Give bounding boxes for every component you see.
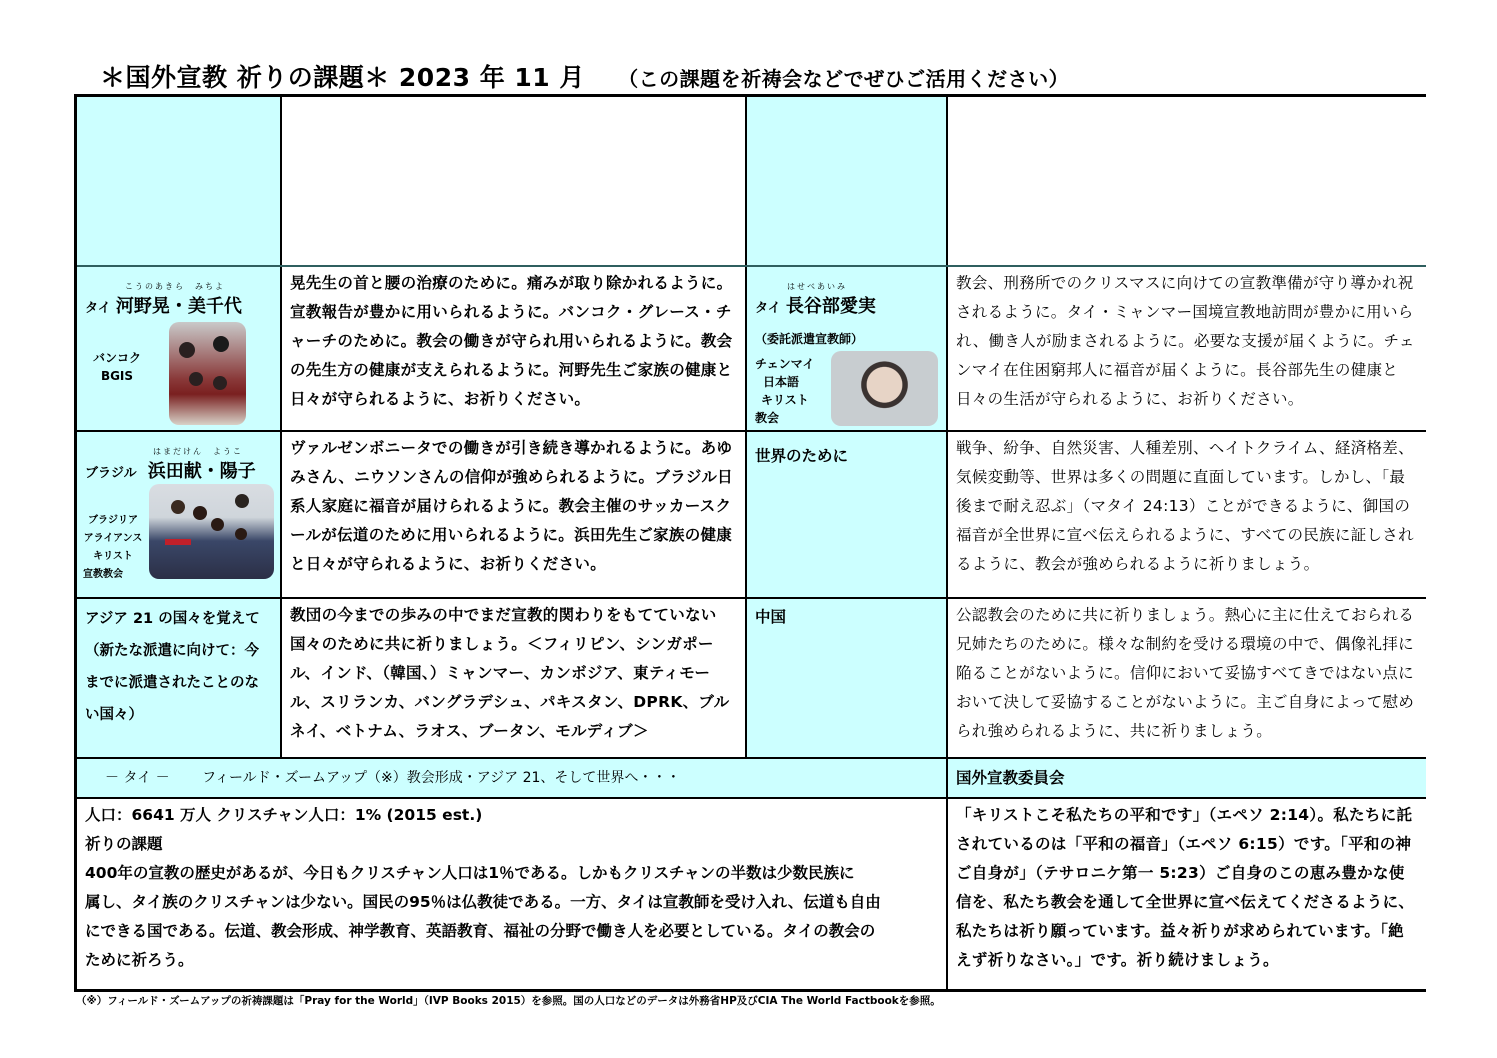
divider <box>745 97 747 757</box>
location-line: BGIS <box>100 369 134 383</box>
topic-label-china <box>747 599 946 757</box>
topic-label-world <box>747 432 946 597</box>
name-ruby: はまだけん ようこ <box>153 447 243 456</box>
zoom-text-line: 400年の宣教の歴史があるが、今日もクリスチャン人口は1％である。しかもクリスチャンの半数は少数民族に <box>85 864 855 882</box>
prayer-text-hamada: ヴァルゼンボニータでの働きが引き続き導かれるように。あゆみさん、ニウソンさんの信仰が強められるように。ブラジル日系人家庭に福音が届けられるように。教会主催のサッカースクールが伝道のために用いられるように。浜田先生ご家族の健康と日々が守られるように、お祈りください。 <box>282 432 745 597</box>
prayer-text-asia21: 教団の今までの歩みの中でまだ宣教的関わりをもてていない国々のために共に祈りましょう。＜フィリピン、シンガポール、インド、（韓国、）ミャンマー、カンボジア、東ティモール、スリランカ、バングラデシュ、パキスタン、DPRK、ブルネイ、ベトナム、ラオス、ブータン、モルディブ＞ <box>282 599 745 757</box>
divider <box>77 597 1426 599</box>
topic-label-asia21 <box>77 599 280 757</box>
missionary-label-kono <box>77 267 280 430</box>
empty-label-cell-right <box>747 97 946 265</box>
location-line: アライアンス <box>83 533 143 544</box>
name-ruby: こうのあきら みちよ <box>125 282 225 291</box>
empty-prayer-cell-left <box>282 97 745 265</box>
country-label: タイ <box>755 301 781 316</box>
missionary-label-hasebe <box>747 267 946 430</box>
name-ruby: はせべあいみ <box>787 282 847 291</box>
missionary-name: 長谷部愛実 <box>785 296 876 317</box>
location-line: キリスト <box>761 393 809 407</box>
family-photo <box>149 484 274 579</box>
prayer-text-world: 戦争、紛争、自然災害、人種差別、ヘイトクライム、経済格差、気候変動等、世界は多くの問題に直面しています。しかし、「最後まで耐え忍ぶ」（マタイ 24:13）ことができるように、御国の福音が全世界に宣べ伝えられるように、すべての民族に証しされるように、教会が強められるように祈りましょう。 <box>948 432 1426 597</box>
prayer-subheading: 祈りの課題 <box>85 835 163 853</box>
divider <box>77 430 1426 432</box>
divider <box>946 97 948 989</box>
divider <box>280 97 282 757</box>
location-line: キリスト <box>93 551 133 562</box>
missionary-name: 浜田献・陽子 <box>147 461 256 482</box>
prayer-text-hasebe: 教会、刑務所でのクリスマスに向けての宣教準備が守り導かれ祝されるように。タイ・ミャンマー国境宣教地訪問が豊かに用いられ、働き人が励まされるように。必要な支援が届くように。チェンマイ在住困窮邦人に福音が届くように。長谷部先生の健康と日々の生活が守られるように、お祈りください。 <box>948 267 1426 430</box>
divider <box>77 265 1426 267</box>
location-line: バンコク <box>92 351 141 365</box>
zoom-text-line: にできる国である。伝道、教会形成、神学教育、英語教育、福祉の分野で働き人を必要としている。タイの教会の <box>85 922 876 940</box>
empty-prayer-cell-right <box>948 97 1426 265</box>
location-line: チェンマイ <box>755 357 815 371</box>
location-line: 教会 <box>755 411 780 425</box>
zoom-up-banner: － タイ － フィールド・ズームアップ（※）教会形成・アジア 21、そして世界へ・・・ <box>77 759 946 797</box>
family-photo <box>169 322 246 425</box>
topic-heading: 世界のために <box>755 447 849 465</box>
topic-heading: アジア 21 の国々を覚えて（新たな派遣に向けて：今までに派遣されたことのない国々） <box>85 611 260 723</box>
empty-label-cell-left <box>77 97 280 265</box>
topic-heading: 中国 <box>755 608 787 626</box>
portrait-photo <box>831 351 938 426</box>
divider <box>77 757 1426 759</box>
committee-heading: 国外宣教委員会 <box>948 759 1426 797</box>
country-label: タイ <box>85 301 111 316</box>
title-subtitle: （この課題を祈祷会などでぜひご活用ください） <box>618 67 1070 91</box>
divider <box>77 797 1426 799</box>
population-stats: 人口：6641 万人 クリスチャン人口：1% (2015 est.) <box>85 806 483 824</box>
location-line: 日本語 <box>763 375 800 389</box>
missionary-label-hamada <box>77 432 280 597</box>
footnote: （※）フィールド・ズームアップの祈祷課題は「Pray for the World」（IVP Books 2015）を参照。国の人口などのデータは外務省HP及びCIA The World Factbookを参照。 <box>76 995 941 1007</box>
prayer-table <box>74 94 1426 992</box>
location-line: ブラジリア <box>88 515 138 526</box>
thailand-zoom-up <box>77 799 946 989</box>
prayer-text-kono: 晃先生の首と腰の治療のために。痛みが取り除かれるように。宣教報告が豊かに用いられるように。バンコク・グレース・チャーチのために。教会の働きが守られ用いられるように。教会の先生方の健康が支えられるように。河野先生ご家族の健康と日々が守られるように、お祈りください。 <box>282 267 745 430</box>
zoom-text-line: 属し、タイ族のクリスチャンは少ない。国民の95％は仏教徒である。一方、タイは宣教師を受け入れ、伝道も自由 <box>85 893 881 911</box>
page-title <box>100 58 1069 94</box>
zoom-text-line: ために祈ろう。 <box>85 951 194 969</box>
missionary-name: 河野晃・美千代 <box>115 296 242 317</box>
title-main: ＊国外宣教 祈りの課題＊ 2023 年 11 月 <box>100 63 585 92</box>
committee-message: 「キリストこそ私たちの平和です」（エペソ 2:14）。私たちに託されているのは「平和の福音」（エペソ 6:15）です。「平和の神ご自身が」（テサロニケ第一 5:23）ご自身のこの恵み豊かな使信を、私たち教会を通して全世界に宣べ伝えてくださるように、私たちは祈り願っています。益々祈りが求められています。「絶えず祈りなさい。」です。祈り続けましょう。 <box>948 799 1426 989</box>
location-line: 宣教教会 <box>83 569 123 580</box>
country-label: ブラジル <box>85 466 137 481</box>
missionary-role: （委託派遣宣教師） <box>755 332 864 346</box>
prayer-text-china: 公認教会のために共に祈りましょう。熱心に主に仕えておられる兄姉たちのために。様々な制約を受ける環境の中で、偶像礼拝に陥ることがないように。信仰において妥協すべてきではない点において決して妥協することがないように。主ご自身によって慰められ強められるように、共に祈りましょう。 <box>948 599 1426 757</box>
